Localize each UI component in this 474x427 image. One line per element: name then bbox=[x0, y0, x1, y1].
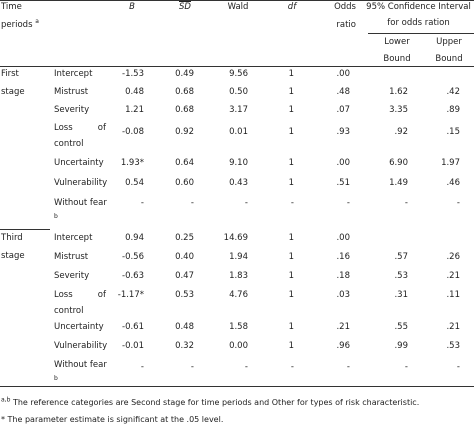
header-upper: Upper bbox=[436, 37, 462, 47]
header-time-periods-2: periods $^a$ bbox=[1, 18, 39, 30]
row-name-2: control bbox=[54, 139, 84, 149]
row-name: Without fear bbox=[54, 360, 107, 370]
cell-sd: 0.60 bbox=[175, 178, 194, 188]
cell-upper: 1.97 bbox=[441, 158, 460, 168]
cell-df: 1 bbox=[288, 271, 294, 281]
cell-sd: 0.68 bbox=[175, 87, 194, 97]
header-b: B bbox=[129, 2, 135, 12]
cell-upper: .46 bbox=[446, 178, 460, 188]
ci-rule bbox=[368, 33, 474, 34]
cell-sd: 0.92 bbox=[175, 127, 194, 137]
row-name: Mistrust bbox=[54, 87, 89, 97]
cell-odds: .96 bbox=[336, 341, 350, 351]
cell-df: 1 bbox=[288, 322, 294, 332]
cell-upper: .15 bbox=[446, 127, 460, 137]
cell-df: 1 bbox=[288, 87, 294, 97]
cell-sd: 0.48 bbox=[175, 322, 194, 332]
cell-upper: - bbox=[456, 198, 460, 208]
cell-lower: .99 bbox=[394, 341, 408, 351]
cell-odds: .00 bbox=[336, 158, 350, 168]
cell-sd: 0.47 bbox=[175, 271, 194, 281]
footnote-sup: a,b bbox=[1, 396, 11, 404]
cell-upper: .42 bbox=[446, 87, 460, 97]
row-name: Severity bbox=[54, 271, 90, 281]
cell-wald: 1.58 bbox=[229, 322, 248, 332]
cell-sd: 0.32 bbox=[175, 341, 194, 351]
cell-odds: .07 bbox=[336, 105, 350, 115]
cell-odds: .93 bbox=[336, 127, 350, 137]
row-name: Without fear bbox=[54, 198, 107, 208]
cell-df: 1 bbox=[288, 290, 294, 300]
row-name: Uncertainty bbox=[54, 322, 104, 332]
cell-odds: .48 bbox=[336, 87, 350, 97]
cell-b: -0.61 bbox=[122, 322, 144, 332]
section-label-first: First bbox=[1, 69, 19, 79]
section-label-third: Third bbox=[1, 233, 23, 243]
cell-upper: - bbox=[456, 362, 460, 372]
cell-wald: 0.00 bbox=[229, 341, 248, 351]
cell-wald: 3.17 bbox=[229, 105, 248, 115]
row-name: Intercept bbox=[54, 233, 93, 243]
cell-upper: .53 bbox=[446, 341, 460, 351]
cell-sd: - bbox=[190, 198, 194, 208]
row-name-of: of bbox=[97, 123, 106, 133]
cell-wald: - bbox=[244, 198, 248, 208]
row-name: Vulnerability bbox=[54, 341, 108, 351]
cell-odds: .03 bbox=[336, 290, 350, 300]
footnote-reference-categories: $^{a,b}$ The reference categories are Second stage for time periods and Other for types of risk characteristic. bbox=[1, 396, 420, 407]
cell-b: -0.08 bbox=[122, 127, 144, 137]
cell-sd: 0.68 bbox=[175, 105, 194, 115]
cell-df: 1 bbox=[288, 105, 294, 115]
row-name: Intercept bbox=[54, 69, 93, 79]
row-name: Mistrust bbox=[54, 252, 89, 262]
cell-b: 0.94 bbox=[125, 233, 144, 243]
cell-wald: - bbox=[244, 362, 248, 372]
cell-upper: .89 bbox=[446, 105, 460, 115]
cell-df: - bbox=[290, 198, 294, 208]
cell-wald: 0.50 bbox=[229, 87, 248, 97]
cell-b: -0.01 bbox=[122, 341, 144, 351]
cell-df: 1 bbox=[288, 178, 294, 188]
cell-lower: 6.90 bbox=[389, 158, 408, 168]
cell-b: 1.93* bbox=[120, 158, 144, 168]
cell-sd: 0.25 bbox=[175, 233, 194, 243]
header-bottom-rule bbox=[0, 66, 474, 67]
table-bottom-rule bbox=[0, 386, 474, 387]
cell-sd: 0.40 bbox=[175, 252, 194, 262]
cell-lower: .92 bbox=[394, 127, 408, 137]
header-time-periods: Time bbox=[1, 2, 22, 12]
cell-odds: .21 bbox=[336, 322, 350, 332]
cell-lower: .55 bbox=[394, 322, 408, 332]
section-label-third-2: stage bbox=[1, 251, 25, 261]
cell-wald: 0.43 bbox=[229, 178, 248, 188]
cell-odds: .00 bbox=[336, 69, 350, 79]
header-wald: Wald bbox=[227, 2, 249, 12]
cell-sd: 0.53 bbox=[175, 290, 194, 300]
cell-lower: 3.35 bbox=[389, 105, 408, 115]
cell-df: 1 bbox=[288, 341, 294, 351]
cell-odds: - bbox=[346, 362, 350, 372]
footnote-significance: * The parameter estimate is significant at the .05 level. bbox=[1, 415, 224, 424]
cell-sd: 0.49 bbox=[175, 69, 194, 79]
cell-lower: .57 bbox=[394, 252, 408, 262]
cell-wald: 4.76 bbox=[229, 290, 248, 300]
cell-upper: .21 bbox=[446, 322, 460, 332]
cell-wald: 9.10 bbox=[229, 158, 248, 168]
row-name-sub: b bbox=[54, 375, 58, 382]
row-name-sub: b bbox=[54, 213, 58, 220]
header-upper-2: Bound bbox=[435, 54, 463, 64]
cell-wald: 9.56 bbox=[229, 69, 248, 79]
cell-odds: - bbox=[346, 198, 350, 208]
header-df: df bbox=[287, 2, 297, 12]
cell-lower: 1.62 bbox=[389, 87, 408, 97]
cell-odds: .51 bbox=[336, 178, 350, 188]
row-name: Vulnerability bbox=[54, 178, 108, 188]
cell-df: 1 bbox=[288, 158, 294, 168]
cell-b: 0.48 bbox=[125, 87, 144, 97]
cell-b: 0.54 bbox=[125, 178, 144, 188]
cell-lower: .53 bbox=[394, 271, 408, 281]
row-name: Loss bbox=[54, 123, 73, 133]
table-top-rule bbox=[0, 0, 474, 1]
cell-wald: 1.83 bbox=[229, 271, 248, 281]
cell-sd: - bbox=[190, 362, 194, 372]
cell-upper: .11 bbox=[446, 290, 460, 300]
header-ratio: ratio bbox=[336, 20, 356, 30]
header-odds: Odds bbox=[334, 2, 356, 12]
cell-lower: .31 bbox=[394, 290, 408, 300]
cell-lower: - bbox=[404, 362, 408, 372]
header-sd: $\overline{SD}$ bbox=[179, 2, 191, 12]
cell-b: 1.21 bbox=[125, 105, 144, 115]
cell-b: - bbox=[140, 362, 144, 372]
cell-b: -1.17* bbox=[117, 290, 144, 300]
cell-b: -1.53 bbox=[122, 69, 144, 79]
cell-odds: .16 bbox=[336, 252, 350, 262]
section-label-first-2: stage bbox=[1, 87, 25, 97]
cell-odds: .18 bbox=[336, 271, 350, 281]
cell-odds: .00 bbox=[336, 233, 350, 243]
cell-sd: 0.64 bbox=[175, 158, 194, 168]
header-ci-title: 95% Confidence Interval bbox=[366, 2, 471, 12]
row-name-2: control bbox=[54, 306, 84, 316]
row-name: Severity bbox=[54, 105, 90, 115]
cell-upper: .21 bbox=[446, 271, 460, 281]
section-divider bbox=[0, 229, 50, 230]
header-lower-2: Bound bbox=[383, 54, 411, 64]
cell-wald: 1.94 bbox=[229, 252, 248, 262]
header-ci-title-2: for odds ration bbox=[387, 18, 450, 28]
cell-b: -0.56 bbox=[122, 252, 144, 262]
cell-lower: 1.49 bbox=[389, 178, 408, 188]
row-name: Loss bbox=[54, 290, 73, 300]
cell-lower: - bbox=[404, 198, 408, 208]
cell-b: - bbox=[140, 198, 144, 208]
cell-b: -0.63 bbox=[122, 271, 144, 281]
cell-df: 1 bbox=[288, 233, 294, 243]
row-name-of: of bbox=[97, 290, 106, 300]
cell-df: - bbox=[290, 362, 294, 372]
row-name: Uncertainty bbox=[54, 158, 104, 168]
cell-df: 1 bbox=[288, 127, 294, 137]
cell-df: 1 bbox=[288, 252, 294, 262]
cell-df: 1 bbox=[288, 69, 294, 79]
cell-wald: 14.69 bbox=[223, 233, 248, 243]
header-lower: Lower bbox=[384, 37, 410, 47]
cell-wald: 0.01 bbox=[229, 127, 248, 137]
cell-upper: .26 bbox=[446, 252, 460, 262]
